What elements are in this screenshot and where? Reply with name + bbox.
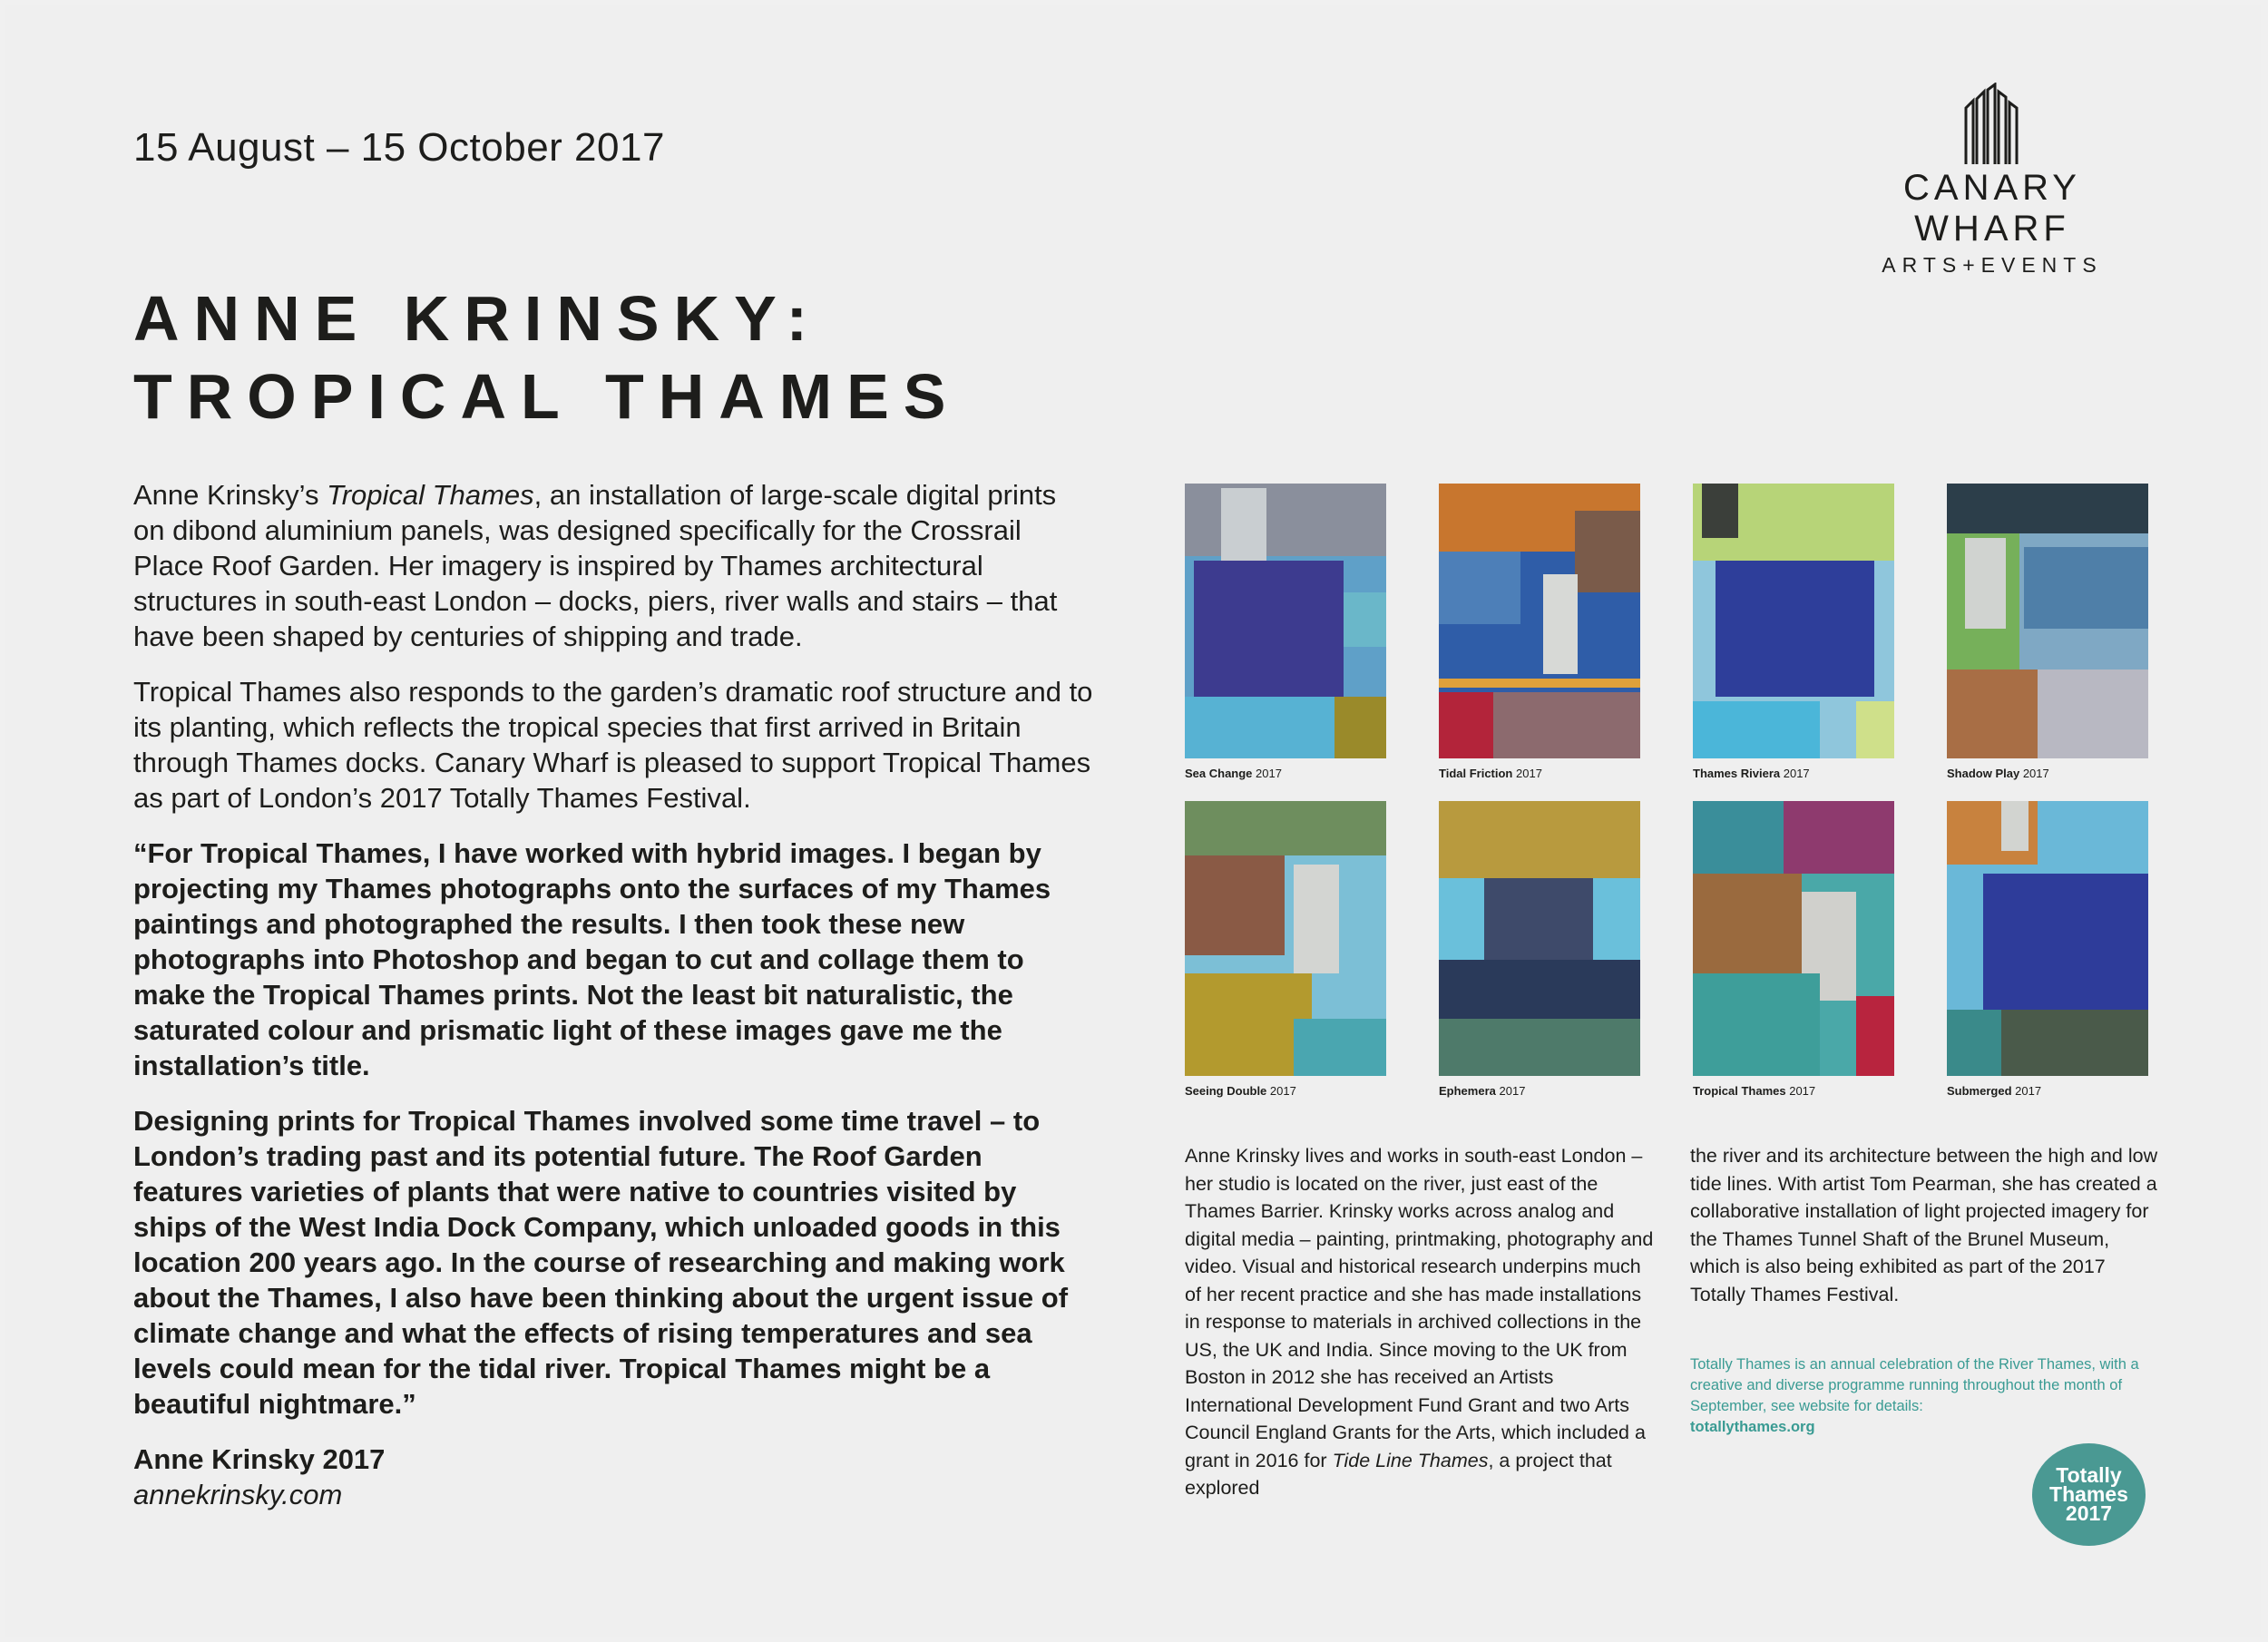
- intro-text: Anne Krinsky’s: [133, 479, 327, 511]
- canary-wharf-tower-icon: [1960, 83, 2024, 166]
- artwork-item: [1693, 801, 1894, 1098]
- artwork-image: [1439, 801, 1640, 1076]
- artwork-title: Sea Change: [1185, 767, 1253, 780]
- artwork-image: [1693, 801, 1894, 1076]
- artwork-caption: [1439, 767, 1640, 780]
- artwork-gallery: [1185, 484, 2148, 1100]
- page-title: [133, 279, 961, 435]
- totally-thames-badge: [2032, 1443, 2146, 1546]
- artwork-year: 2017: [1516, 767, 1542, 780]
- artwork-caption: [1185, 1084, 1386, 1098]
- artwork-title: Thames Riviera: [1693, 767, 1781, 780]
- festival-note: [1690, 1354, 2162, 1438]
- artwork-year: 2017: [1499, 1084, 1526, 1098]
- artwork-title: Submerged: [1947, 1084, 2012, 1098]
- artwork-title: Ephemera: [1439, 1084, 1496, 1098]
- artwork-image: [1947, 801, 2148, 1076]
- artwork-title: Shadow Play: [1947, 767, 2020, 780]
- artwork-item: [1185, 801, 1386, 1098]
- artwork-caption: [1439, 1084, 1640, 1098]
- artwork-year: 2017: [1269, 1084, 1296, 1098]
- badge-line-3: 2017: [2065, 1501, 2113, 1525]
- main-text-column: [133, 477, 1095, 1512]
- intro-paragraph-1: [133, 477, 1095, 654]
- artwork-image: [1947, 484, 2148, 758]
- intro-text-cont: , an installation of large-scale digital prints on dibond aluminium panels, was designed specifically for the Crossrail Place Roof Garden. Her imagery is inspired by Thames architectural structures in south-east London – docks, piers, river walls and stairs – that have been shaped by centuries of shipping and trade.: [133, 479, 1058, 652]
- artwork-image: [1439, 484, 1640, 758]
- artwork-caption: [1947, 767, 2148, 780]
- signature: [133, 1442, 1095, 1512]
- artwork-title: Tropical Thames: [1693, 1084, 1786, 1098]
- canary-wharf-logo: [1829, 83, 2156, 278]
- artwork-year: 2017: [1783, 767, 1810, 780]
- artwork-image: [1185, 801, 1386, 1076]
- bio-text-end: , a project that explored: [1185, 1449, 1612, 1499]
- badge-line-1: Totally: [2056, 1463, 2122, 1487]
- artwork-title: Tidal Friction: [1439, 767, 1513, 780]
- bio-column-2: [1690, 1142, 2162, 1308]
- title-line-1: ANNE KRINSKY:: [133, 283, 822, 354]
- artwork-year: 2017: [1789, 1084, 1816, 1098]
- festival-link[interactable]: totallythames.org: [1690, 1419, 1815, 1435]
- artwork-caption: [1693, 1084, 1894, 1098]
- artist-website: annekrinsky.com: [133, 1479, 343, 1510]
- quote-author: Anne Krinsky 2017: [133, 1443, 386, 1475]
- quote-paragraph-1: “For Tropical Thames, I have worked with hybrid images. I began by projecting my Thames photographs onto the surfaces of my Thames paintings and photographed the results. I then took these new photographs into Photoshop and began to cut and collage them to make the Tropical Thames prints. Not the least bit naturalistic, the saturated colour and prismatic light of these images gave me the installation’s title.: [133, 837, 1051, 1081]
- artwork-caption: [1947, 1084, 2148, 1098]
- artwork-item: [1947, 801, 2148, 1098]
- intro-paragraph-2: Tropical Thames also responds to the garden’s dramatic roof structure and to its planting, which reflects the tropical species that first arrived in Britain through Thames docks. Canary Wharf is pleased to support Tropical Thames as part of London’s 2017 Totally Thames Festival.: [133, 676, 1093, 814]
- artwork-caption: [1693, 767, 1894, 780]
- artwork-image: [1693, 484, 1894, 758]
- intro-italic-title: Tropical Thames: [327, 479, 534, 511]
- artwork-year: 2017: [2022, 767, 2049, 780]
- artwork-item: [1693, 484, 1894, 780]
- bio-paragraph-2: the river and its architecture between the high and low tide lines. With artist Tom Pearman, she has created a collaborative installation of light projected imagery for the Thames Tunnel Shaft of the Brunel Museum, which is also being exhibited as part of the 2017 Totally Thames Festival.: [1690, 1145, 2158, 1305]
- bio-paragraph-1: [1185, 1142, 1657, 1502]
- title-line-2: TROPICAL THAMES: [133, 361, 961, 432]
- bio-italic-title: Tide Line Thames: [1332, 1449, 1489, 1471]
- artwork-item: [1185, 484, 1386, 780]
- badge-line-2: Thames: [2049, 1482, 2128, 1506]
- poster-page: [5, 5, 2261, 1637]
- artwork-year: 2017: [2015, 1084, 2042, 1098]
- artwork-year: 2017: [1256, 767, 1282, 780]
- artwork-item: [1947, 484, 2148, 780]
- date-range: 15 August – 15 October 2017: [133, 125, 665, 170]
- bio-column-1: [1185, 1142, 1657, 1502]
- logo-subtitle: ARTS+EVENTS: [1882, 253, 2103, 277]
- artwork-title: Seeing Double: [1185, 1084, 1267, 1098]
- artwork-item: [1439, 484, 1640, 780]
- artwork-caption: [1185, 767, 1386, 780]
- bio-text: Anne Krinsky lives and works in south-east London – her studio is located on the river, just east of the Thames Barrier. Krinsky works across analog and digital media – painting, printmaking, photography and video. Visual and historical research underpins much of her recent practice and she has made installations in response to materials in archived collections in the US, the UK and India. Since moving to the UK from Boston in 2012 she has received an Artists International Development Fund Grant and two Arts Council England Grants for the Arts, which included a grant in 2016 for: [1185, 1145, 1654, 1471]
- artwork-image: [1185, 484, 1386, 758]
- artwork-item: [1439, 801, 1640, 1098]
- logo-name: CANARY WHARF: [1903, 168, 2081, 249]
- festival-description: Totally Thames is an annual celebration of the River Thames, with a creative and diverse programme running throughout the month of September, see website for details:: [1690, 1356, 2139, 1414]
- quote-paragraph-2: Designing prints for Tropical Thames involved some time travel – to London’s trading past and its potential future. The Roof Garden features varieties of plants that were native to countries visited by ships of the West India Dock Company, which unloaded goods in this location 200 years ago. In the course of researching and making work about the Thames, I also have been thinking about the urgent issue of climate change and what the effects of rising temperatures and sea levels could mean for the tidal river. Tropical Thames might be a beautiful nightmare.”: [133, 1105, 1069, 1420]
